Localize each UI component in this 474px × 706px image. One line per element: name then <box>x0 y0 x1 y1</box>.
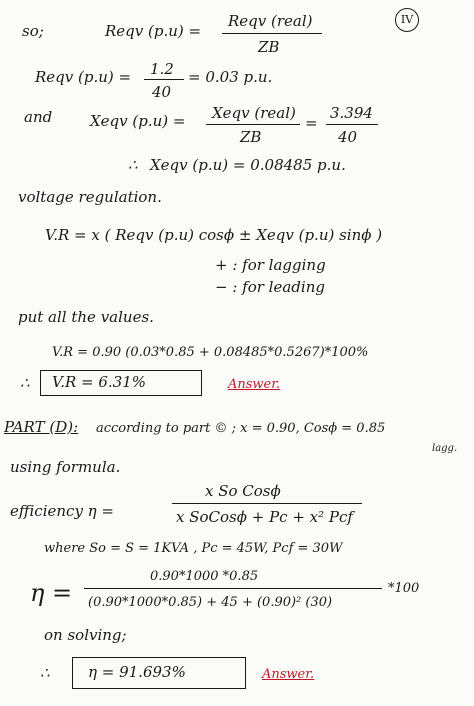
fraction-bar <box>84 588 382 589</box>
xeqv-numerator-value: 3.394 <box>330 104 373 122</box>
fraction-bar <box>206 124 300 125</box>
where-values: where So = S = 1KVA , Pc = 45W, Pcf = 30W <box>44 541 343 556</box>
lagging-note: + : for lagging <box>215 256 326 274</box>
put-values-heading: put all the values. <box>18 308 154 326</box>
therefore-symbol: ∴ <box>128 156 138 174</box>
equals-sign: = <box>305 114 318 132</box>
using-formula-label: using formula. <box>10 458 121 476</box>
times-hundred: *100 <box>388 581 420 596</box>
zb-denominator: ZB <box>258 38 280 56</box>
efficiency-numerator: x So Cosϕ <box>205 482 281 500</box>
xeqv-pu-lhs: Xeqv (p.u) = <box>90 112 186 130</box>
vr-formula: V.R = x ( Reqv (p.u) cosϕ ± Xeqv (p.u) sinϕ ) <box>45 226 383 244</box>
fraction-bar <box>326 124 378 125</box>
eta-denominator: (0.90*1000*0.85) + 45 + (0.90)² (30) <box>88 595 333 610</box>
therefore-symbol: ∴ <box>20 374 30 392</box>
vr-substituted-formula: V.R = 0.90 (0.03*0.85 + 0.08485*0.5267)*100% <box>52 345 369 360</box>
fraction-bar <box>172 503 362 504</box>
xeqv-pu-result: Xeqv (p.u) = 0.08485 p.u. <box>150 156 346 174</box>
reqv-pu-lhs-2: Reqv (p.u) = <box>35 68 132 86</box>
part-d-text: according to part © ; x = 0.90, Cosϕ = 0.85 <box>96 421 386 436</box>
zb-denominator-2: ZB <box>240 128 262 146</box>
so-label: so; <box>22 22 44 40</box>
therefore-symbol: ∴ <box>40 664 50 682</box>
xeqv-real-numerator: Xeqv (real) <box>212 104 296 122</box>
answer-label: Answer. <box>228 377 281 392</box>
fraction-bar <box>144 79 184 80</box>
and-label: and <box>24 108 53 126</box>
eta-numerator: 0.90*1000 *0.85 <box>150 569 259 584</box>
leading-note: − : for leading <box>215 278 325 296</box>
on-solving-label: on solving; <box>44 626 127 644</box>
efficiency-result: η = 91.693% <box>88 663 186 681</box>
lagg-note: lagg. <box>432 443 458 454</box>
reqv-pu-result: = 0.03 p.u. <box>188 68 273 86</box>
page-number-badge: IV <box>395 8 419 32</box>
base-impedance-value: 40 <box>152 83 172 101</box>
reqv-numerator-value: 1.2 <box>150 60 174 78</box>
base-impedance-value-2: 40 <box>338 128 358 146</box>
efficiency-lhs: efficiency η = <box>10 502 115 520</box>
answer-label: Answer. <box>262 667 315 682</box>
reqv-real-numerator: Reqv (real) <box>228 12 313 30</box>
fraction-bar <box>222 33 322 34</box>
efficiency-denominator: x SoCosϕ + Pc + x² Pcf <box>176 508 353 526</box>
voltage-regulation-heading: voltage regulation. <box>18 188 162 206</box>
vr-result: V.R = 6.31% <box>52 373 147 391</box>
part-d-label: PART (D): <box>4 418 79 436</box>
eta-lhs: η = <box>30 579 73 607</box>
reqv-pu-lhs: Reqv (p.u) = <box>105 22 202 40</box>
